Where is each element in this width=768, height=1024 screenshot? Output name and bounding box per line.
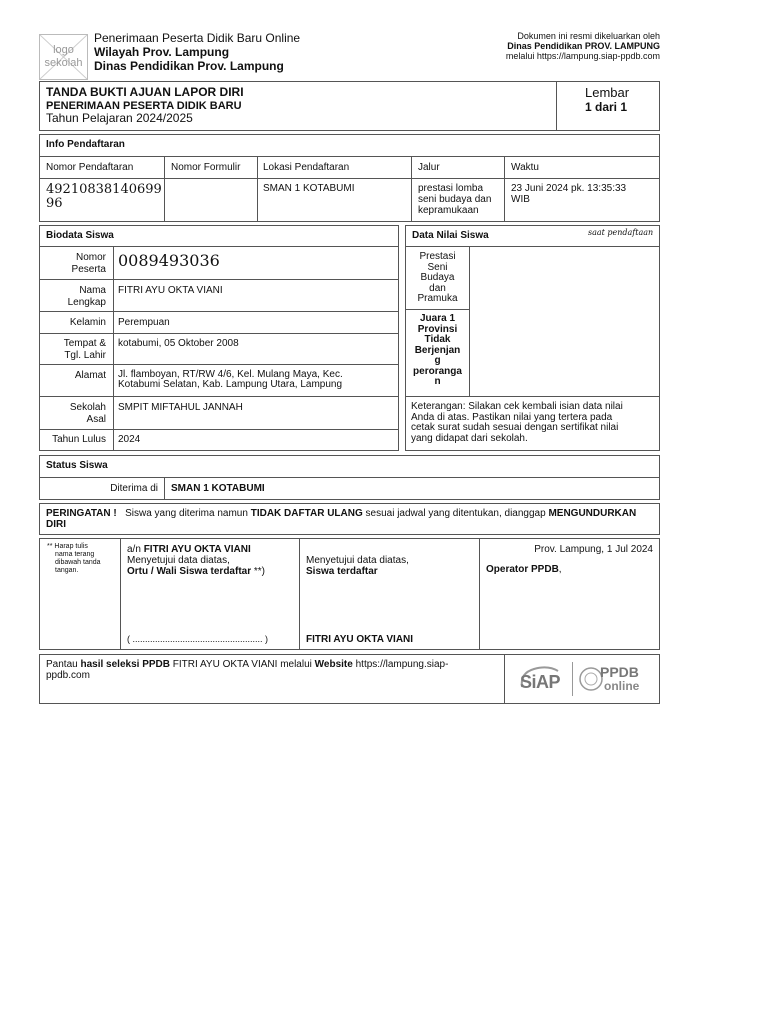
title-line2: PENERIMAAN PESERTA DIDIK BARU [46, 99, 242, 112]
footer-t4: ppdb.com [46, 670, 90, 681]
sekolah-value: SMPIT MIFTAHUL JANNAH [118, 402, 243, 413]
keterangan-3: cetak surat sudah sesuai dengan sertifikat nilai [411, 422, 619, 433]
siap-logo [518, 663, 570, 695]
nama-label2: Lengkap [67, 296, 106, 308]
keterangan-1: Keterangan: Silakan cek kembali isian data nilai [411, 401, 623, 412]
juara-line4: Berjenjan [414, 344, 461, 356]
nama-label1: Nama [79, 285, 106, 296]
footer-t3: https://lampung.siap- [352, 659, 449, 670]
nomor-pendaftaran-value2: 96 [46, 196, 63, 211]
waktu-value-2: WIB [511, 194, 530, 205]
keterangan-4: yang didapat dari sekolah. [411, 432, 528, 444]
footer-b1: hasil seleksi PPDB [80, 659, 170, 670]
juara-line6: peroranga [413, 365, 462, 377]
an-prefix: a/n [127, 544, 144, 555]
juara-line1: Juara 1 [419, 313, 456, 324]
prestasi-line1: Prestasi [419, 251, 456, 262]
ttl-label1: Tempat & [63, 338, 106, 349]
kelamin-label: Kelamin [69, 317, 106, 328]
jalur-value-2: seni budaya dan [418, 194, 492, 205]
sekolah-label1: Sekolah [69, 402, 106, 413]
header-line2: Wilayah Prov. Lampung [94, 44, 230, 59]
status-value: SMAN 1 KOTABUMI [171, 483, 265, 494]
warning-label: PERINGATAN ! [46, 508, 117, 519]
ppdb-online-text: online [604, 679, 640, 693]
juara-line5: g [434, 355, 441, 366]
header-line3: Dinas Pendidikan Prov. Lampung [94, 58, 284, 73]
lulus-value: 2024 [118, 434, 141, 445]
logo-text-line2: sekolah [44, 57, 83, 69]
warning-text [46, 508, 656, 530]
agree-siswa: Menyetujui data diatas, [306, 555, 409, 566]
ortu-sign-dots: ( .................................................... ) [127, 634, 269, 644]
warning-bold1: TIDAK DAFTAR ULANG [250, 508, 363, 519]
school-logo-placeholder [39, 34, 88, 80]
jalur-value-1: prestasi lomba [418, 183, 484, 194]
info-section-title: Info Pendaftaran [46, 139, 125, 150]
footer-t1: Pantau [46, 659, 81, 670]
siswa-sign-name: FITRI AYU OKTA VIANI [306, 634, 414, 645]
lulus-label: Tahun Lulus [52, 434, 106, 445]
header-right1: Dokumen ini resmi dikeluarkan oleh [517, 31, 660, 41]
keterangan-2: Anda di atas. Pastikan nilai yang tertera pada [411, 411, 613, 423]
agree-ortu: Menyetujui data diatas, [127, 555, 230, 566]
col-nomor-formulir: Nomor Formulir [171, 162, 241, 173]
title-line3: Tahun Pelajaran 2024/2025 [46, 111, 193, 126]
ttl-label2: Tgl. Lahir [64, 349, 106, 361]
logo-text-line1: logo [53, 44, 74, 56]
siswa-label: Siswa terdaftar [306, 566, 378, 577]
siap-logo-text: SiAP [520, 672, 561, 692]
ortu-suffix: **) [251, 566, 266, 577]
biodata-section-title: Biodata Siswa [46, 230, 114, 241]
header-line1: Penerimaan Peserta Didik Baru Online [94, 31, 301, 45]
sign-note-3: dibawah tanda [55, 559, 101, 566]
sign-note-2: nama terang [55, 551, 95, 558]
alamat-value-1: Jl. flamboyan, RT/RW 4/6, Kel. Mulang Maya, Kec. [118, 369, 343, 380]
nilai-note: saat pendaftaan [588, 228, 654, 237]
juara-line7: n [434, 376, 441, 387]
operator-label: Operator PPDB [486, 564, 559, 575]
nomor-peserta-label2: Peserta [71, 263, 106, 275]
footer-b2: Website [314, 659, 353, 670]
warning-text2: sesuai jadwal yang ditentukan, dianggap [362, 508, 549, 519]
warning-bold2a: MENGUNDURKAN [548, 508, 637, 519]
ppdb-logo-text: PPDB [600, 664, 639, 680]
an-name: FITRI AYU OKTA VIANI [143, 544, 251, 555]
warning-text1: Siswa yang diterima namun [125, 508, 251, 519]
prestasi-line2: Seni [427, 261, 448, 273]
header-right3: melalui https://lampung.siap-ppdb.com [505, 51, 660, 61]
header-right2: Dinas Pendidikan PROV. LAMPUNG [507, 41, 660, 51]
juara-line2: Provinsi [417, 323, 458, 335]
status-section-title: Status Siswa [46, 460, 108, 471]
col-waktu: Waktu [511, 162, 539, 173]
col-nomor-pendaftaran: Nomor Pendaftaran [46, 162, 134, 173]
nomor-pendaftaran-value: 49210838140699 [46, 182, 162, 197]
ortu-label: Ortu / Wali Siswa terdaftar [127, 566, 252, 577]
juara-line3: Tidak [424, 334, 451, 345]
waktu-value-1: 23 Juni 2024 pk. 13:35:33 [511, 183, 627, 194]
status-label: Diterima di [110, 483, 158, 494]
footer-text [46, 659, 496, 681]
kelamin-value: Perempuan [118, 317, 170, 328]
alamat-value-2: Kotabumi Selatan, Kab. Lampung Utara, Lampung [118, 379, 343, 390]
nama-value: FITRI AYU OKTA VIANI [118, 285, 223, 296]
nomor-peserta-label1: Nomor [75, 252, 106, 263]
jalur-value-3: kepramukaan [418, 205, 479, 216]
sign-note-1: ** Harap tulis [47, 543, 88, 550]
col-lokasi: Lokasi Pendaftaran [263, 162, 350, 173]
lokasi-value: SMAN 1 KOTABUMI [263, 183, 355, 194]
sekolah-label2: Asal [86, 413, 106, 425]
ttl-value: kotabumi, 05 Oktober 2008 [118, 338, 239, 349]
prestasi-line4: dan [429, 282, 446, 294]
prestasi-line3: Budaya [420, 272, 455, 283]
operator-suffix: , [558, 564, 562, 575]
title-line1: TANDA BUKTI AJUAN LAPOR DIRI [46, 85, 244, 99]
alamat-label: Alamat [74, 370, 106, 381]
sign-note-4: tangan. [55, 567, 79, 574]
ppdb-logo [578, 661, 648, 697]
warning-bold2b: DIRI [46, 519, 66, 530]
prestasi-line5: Pramuka [417, 293, 458, 304]
sheet-value: 1 dari 1 [585, 99, 628, 114]
col-jalur: Jalur [418, 162, 440, 173]
nomor-peserta-value: 0089493036 [118, 251, 220, 270]
nilai-section-title: Data Nilai Siswa [412, 230, 489, 241]
footer-t2: FITRI AYU OKTA VIANI melalui [169, 659, 315, 670]
place-date: Prov. Lampung, 1 Jul 2024 [534, 544, 653, 555]
sheet-label: Lembar [585, 85, 630, 100]
